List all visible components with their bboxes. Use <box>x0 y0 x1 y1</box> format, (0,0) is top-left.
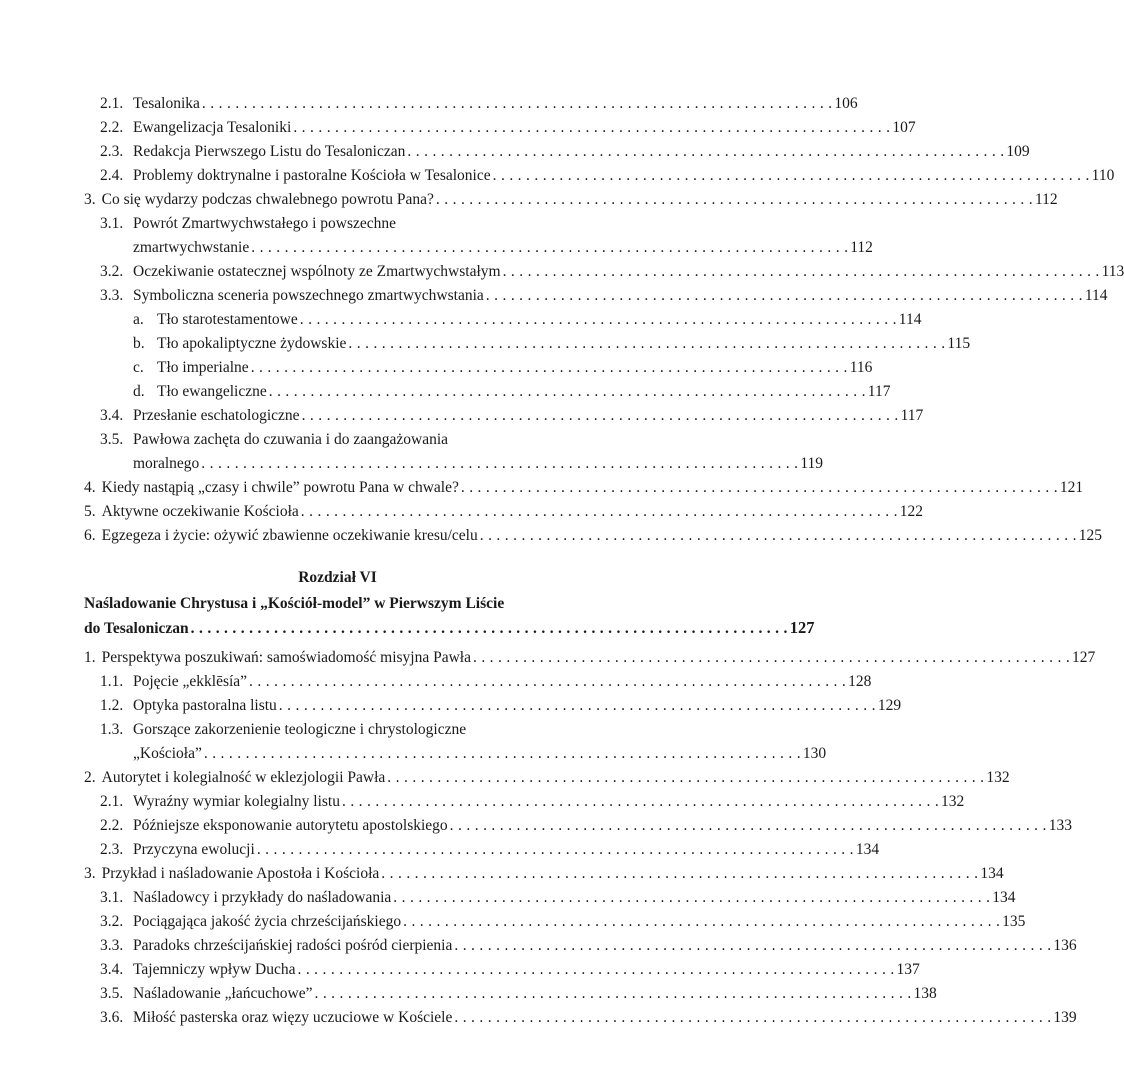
toc-entry-2-3 <box>84 140 1030 164</box>
entry-title-line1: Powrót Zmartwychwstałego i powszechne <box>133 215 397 232</box>
toc-entry-b-3-1 <box>84 886 1016 910</box>
entry-title: Problemy doktrynalne i pastoralne Kościoła w Tesalonice <box>133 167 491 184</box>
entry-page: 134 <box>992 889 1016 906</box>
entry-number: 2.1. <box>100 95 124 112</box>
entry-title: Naśladowanie „łańcuchowe” <box>133 985 313 1002</box>
entry-page: 107 <box>892 119 916 136</box>
entry-title-line2: moralnego <box>133 455 200 472</box>
entry-title: Ewangelizacja Tesaloniki <box>133 119 292 136</box>
entry-number: 3.6. <box>100 1009 124 1026</box>
entry-title: Aktywne oczekiwanie Kościoła <box>101 503 299 520</box>
chapter-title-line1: Naśladowanie Chrystusa i „Kościół-model” w Pierwszym Liście <box>84 595 505 612</box>
entry-number: 3.5. <box>100 985 124 1002</box>
leader-dots: . . . . . . . . . . . . . . . . . . . . . . . . . . . . . . . . . . . . . . . . . . . . . . . . . . . . . . . . . . . . . . . . . . . . . . . . <box>250 359 848 376</box>
entry-page: 122 <box>899 503 924 520</box>
entry-title: Optyka pastoralna listu <box>133 697 277 714</box>
entry-title: Tło apokaliptyczne żydowskie <box>157 335 347 352</box>
entry-page: 112 <box>850 239 873 256</box>
entry-page: 117 <box>867 383 891 400</box>
leader-dots: . . . . . . . . . . . . . . . . . . . . . . . . . . . . . . . . . . . . . . . . . . . . . . . . . . . . . . . . . . . . . . . . . . . . . . . . <box>278 697 876 714</box>
entry-title: Naśladowcy i przykłady do naśladowania <box>133 889 392 906</box>
entry-number: 3.5. <box>100 431 124 448</box>
entry-page: 136 <box>1053 937 1077 954</box>
leader-dots: . . . . . . . . . . . . . . . . . . . . . . . . . . . . . . . . . . . . . . . . . . . . . . . . . . . . . . . . . . . . . . . . . . . . . . . . <box>268 383 866 400</box>
entry-number: 3.2. <box>100 913 124 930</box>
leader-dots: . . . . . . . . . . . . . . . . . . . . . . . . . . . . . . . . . . . . . . . . . . . . . . . . . . . . . . . . . . . . . . . . . . . . . . . . <box>293 119 891 136</box>
table-of-contents <box>84 92 1124 1030</box>
leader-dots: . . . . . . . . . . . . . . . . . . . . . . . . . . . . . . . . . . . . . . . . . . . . . . . . . . . . . . . . . . . . . . . . . . . . . . . . <box>479 527 1077 544</box>
entry-title: Pociągająca jakość życia chrześcijańskiego <box>133 913 402 930</box>
entry-title: Tło ewangeliczne <box>157 383 267 400</box>
entry-title: Kiedy nastąpią „czasy i chwile” powrotu Pana w chwale? <box>101 479 459 496</box>
entry-title: Przesłanie eschatologiczne <box>133 407 300 424</box>
entry-number: 2.2. <box>100 119 124 136</box>
entry-title: Pojęcie „ekklēsía” <box>133 673 248 690</box>
entry-title: Tło imperialne <box>157 359 249 376</box>
leader-dots: . . . . . . . . . . . . . . . . . . . . . . . . . . . . . . . . . . . . . . . . . . . . . . . . . . . . . . . . . . . . . . . . . . . . . . . . <box>472 649 1071 666</box>
leader-dots: . . . . . . . . . . . . . . . . . . . . . . . . . . . . . . . . . . . . . . . . . . . . . . . . . . . . . . . . . . . . . . . . . . . . . . . . <box>492 167 1090 184</box>
toc-entry-2-1 <box>84 92 858 116</box>
entry-number: 3. <box>84 191 96 208</box>
section-gap <box>84 548 591 558</box>
entry-page: 127 <box>1072 649 1096 666</box>
toc-entry-b <box>84 332 971 356</box>
entry-title: Perspektywa poszukiwań: samoświadomość misyjna Pawła <box>101 649 471 666</box>
entry-number: 2.3. <box>100 841 124 858</box>
entry-number: 1.2. <box>100 697 124 714</box>
leader-dots: . . . . . . . . . . . . . . . . . . . . . . . . . . . . . . . . . . . . . . . . . . . . . . . . . . . . . . . . . . . . . . . . . . . . . . . . <box>297 961 895 978</box>
toc-entry-d <box>84 380 891 404</box>
entry-number: 3.4. <box>100 961 124 978</box>
toc-entry-b-3-4 <box>84 958 920 982</box>
entry-title: Symboliczna sceneria powszechnego zmartwychwstania <box>133 287 484 304</box>
entry-title: Miłość pasterska oraz więzy uczuciowe w Kościele <box>133 1009 453 1026</box>
toc-entry-b-1 <box>84 646 1096 670</box>
entry-number: 3.1. <box>100 889 124 906</box>
entry-page: 135 <box>1002 913 1026 930</box>
entry-number: d. <box>133 383 145 400</box>
toc-entry-c <box>84 356 873 380</box>
entry-number: 6. <box>84 527 96 544</box>
toc-entry-5 <box>84 500 924 524</box>
entry-number: 2.4. <box>100 167 124 184</box>
entry-title-line2: zmartwychwstanie <box>133 239 250 256</box>
entry-number: 3.3. <box>100 937 124 954</box>
entry-number: 1.1. <box>100 673 124 690</box>
leader-dots: . . . . . . . . . . . . . . . . . . . . . . . . . . . . . . . . . . . . . . . . . . . . . . . . . . . . . . . . . . . . . . . . . . . . . . . . <box>348 335 946 352</box>
toc-entry-3-2 <box>84 260 1124 284</box>
entry-page: 134 <box>855 841 880 858</box>
entry-number: 2.3. <box>100 143 124 160</box>
entry-page: 109 <box>1006 143 1030 160</box>
entry-title: Paradoks chrześcijańskiej radości pośród cierpienia <box>133 937 453 954</box>
entry-page: 132 <box>941 793 965 810</box>
entry-number: 2.2. <box>100 817 124 834</box>
entry-page: 116 <box>849 359 873 376</box>
leader-dots: . . . . . . . . . . . . . . . . . . . . . . . . . . . . . . . . . . . . . . . . . . . . . . . . . . . . . . . . . . . . . . . . . . . . . . . . <box>301 407 899 424</box>
toc-entry-b-1-1 <box>84 670 872 694</box>
entry-number: 2.1. <box>100 793 124 810</box>
toc-entry-3-4 <box>84 404 924 428</box>
entry-number: 3.4. <box>100 407 124 424</box>
leader-dots: . . . . . . . . . . . . . . . . . . . . . . . . . . . . . . . . . . . . . . . . . . . . . . . . . . . . . . . . . . . . . . . . . . . . . . . . <box>449 817 1047 834</box>
toc-entry-b-2-1 <box>84 790 965 814</box>
entry-number: 3.3. <box>100 287 124 304</box>
entry-number: b. <box>133 335 145 352</box>
entry-title: Oczekiwanie ostatecznej wspólnoty ze Zmartwychwstałym <box>133 263 501 280</box>
leader-dots: . . . . . . . . . . . . . . . . . . . . . . . . . . . . . . . . . . . . . . . . . . . . . . . . . . . . . . . . . . . . . . . . . . . . . . . . . . . . <box>201 95 833 112</box>
chapter-page: 127 <box>789 618 815 637</box>
toc-entry-3 <box>84 188 1058 212</box>
entry-number: a. <box>133 311 144 328</box>
entry-page: 114 <box>1084 287 1108 304</box>
leader-dots: . . . . . . . . . . . . . . . . . . . . . . . . . . . . . . . . . . . . . . . . . . . . . . . . . . . . . . . . . . . . . . . . . . . . . . . . <box>299 311 897 328</box>
leader-dots: . . . . . . . . . . . . . . . . . . . . . . . . . . . . . . . . . . . . . . . . . . . . . . . . . . . . . . . . . . . . . . . . . . . . . . . . <box>256 841 854 858</box>
entry-page: 113 <box>1101 263 1124 280</box>
chapter-label: Rozdział VI <box>298 569 377 586</box>
toc-entry-3-5 <box>84 428 824 476</box>
chapter-title <box>84 592 815 640</box>
leader-dots: . . . . . . . . . . . . . . . . . . . . . . . . . . . . . . . . . . . . . . . . . . . . . . . . . . . . . . . . . . . . . . . . . . . . . . . . <box>381 865 979 882</box>
entry-page: 112 <box>1034 191 1058 208</box>
entry-page: 125 <box>1078 527 1103 544</box>
toc-entry-b-3-3 <box>84 934 1077 958</box>
entry-title: Przykład i naśladowanie Apostoła i Kościoła <box>101 865 380 882</box>
leader-dots: . . . . . . . . . . . . . . . . . . . . . . . . . . . . . . . . . . . . . . . . . . . . . . . . . . . . . . . . . . . . . . . . . . . . . . . . <box>403 913 1001 930</box>
entry-page: 117 <box>900 407 924 424</box>
entry-title: Wyraźny wymiar kolegialny listu <box>133 793 340 810</box>
toc-entry-2-4 <box>84 164 1115 188</box>
leader-dots: . . . . . . . . . . . . . . . . . . . . . . . . . . . . . . . . . . . . . . . . . . . . . . . . . . . . . . . . . . . . . . . . . . . . . . . . <box>314 985 912 1002</box>
leader-dots: . . . . . . . . . . . . . . . . . . . . . . . . . . . . . . . . . . . . . . . . . . . . . . . . . . . . . . . . . . . . . . . . . . . . . . . . <box>190 620 788 637</box>
entry-title: Autorytet i kolegialność w eklezjologii Pawła <box>101 769 386 786</box>
entry-number: 3.2. <box>100 263 124 280</box>
entry-page: 119 <box>800 455 824 472</box>
toc-entry-b-3-6 <box>84 1006 1077 1030</box>
leader-dots: . . . . . . . . . . . . . . . . . . . . . . . . . . . . . . . . . . . . . . . . . . . . . . . . . . . . . . . . . . . . . . . . . . . . . . . . <box>435 191 1033 208</box>
toc-entry-b-1-3 <box>84 718 827 766</box>
leader-dots: . . . . . . . . . . . . . . . . . . . . . . . . . . . . . . . . . . . . . . . . . . . . . . . . . . . . . . . . . . . . . . . . . . . . . . . . <box>454 937 1052 954</box>
leader-dots: . . . . . . . . . . . . . . . . . . . . . . . . . . . . . . . . . . . . . . . . . . . . . . . . . . . . . . . . . . . . . . . . . . . . . . . . <box>387 769 985 786</box>
toc-entry-b-2 <box>84 766 1010 790</box>
entry-page: 130 <box>802 745 827 762</box>
leader-dots: . . . . . . . . . . . . . . . . . . . . . . . . . . . . . . . . . . . . . . . . . . . . . . . . . . . . . . . . . . . . . . . . . . . . . . . . <box>407 143 1005 160</box>
leader-dots: . . . . . . . . . . . . . . . . . . . . . . . . . . . . . . . . . . . . . . . . . . . . . . . . . . . . . . . . . . . . . . . . . . . . . . . . <box>454 1009 1052 1026</box>
toc-entry-b-2-3 <box>84 838 880 862</box>
toc-entry-b-3-5 <box>84 982 937 1006</box>
entry-page: 114 <box>898 311 922 328</box>
leader-dots: . . . . . . . . . . . . . . . . . . . . . . . . . . . . . . . . . . . . . . . . . . . . . . . . . . . . . . . . . . . . . . . . . . . . . . . . <box>341 793 940 810</box>
entry-page: 106 <box>834 95 858 112</box>
entry-page: 110 <box>1091 167 1115 184</box>
entry-number: 3. <box>84 865 96 882</box>
leader-dots: . . . . . . . . . . . . . . . . . . . . . . . . . . . . . . . . . . . . . . . . . . . . . . . . . . . . . . . . . . . . . . . . . . . . . . . . <box>203 745 801 762</box>
entry-number: 2. <box>84 769 96 786</box>
leader-dots: . . . . . . . . . . . . . . . . . . . . . . . . . . . . . . . . . . . . . . . . . . . . . . . . . . . . . . . . . . . . . . . . . . . . . . . . <box>393 889 991 906</box>
leader-dots: . . . . . . . . . . . . . . . . . . . . . . . . . . . . . . . . . . . . . . . . . . . . . . . . . . . . . . . . . . . . . . . . . . . . . . . . <box>485 287 1083 304</box>
entry-page: 128 <box>848 673 872 690</box>
toc-entry-b-2-2 <box>84 814 1072 838</box>
toc-entry-b-3 <box>84 862 1004 886</box>
toc-entry-6 <box>84 524 1103 548</box>
leader-dots: . . . . . . . . . . . . . . . . . . . . . . . . . . . . . . . . . . . . . . . . . . . . . . . . . . . . . . . . . . . . . . . . . . . . . . . . <box>201 455 799 472</box>
toc-entry-b-1-2 <box>84 694 902 718</box>
toc-entry-3-1 <box>84 212 873 260</box>
entry-number: 4. <box>84 479 96 496</box>
entry-page: 115 <box>947 335 971 352</box>
leader-dots: . . . . . . . . . . . . . . . . . . . . . . . . . . . . . . . . . . . . . . . . . . . . . . . . . . . . . . . . . . . . . . . . . . . . . . . . <box>300 503 898 520</box>
toc-entry-4 <box>84 476 1084 500</box>
entry-page: 139 <box>1053 1009 1077 1026</box>
toc-entry-b-3-2 <box>84 910 1026 934</box>
leader-dots: . . . . . . . . . . . . . . . . . . . . . . . . . . . . . . . . . . . . . . . . . . . . . . . . . . . . . . . . . . . . . . . . . . . . . . . . <box>249 673 847 690</box>
entry-title-line2: „Kościoła” <box>133 745 202 762</box>
entry-title: Późniejsze eksponowanie autorytetu apostolskiego <box>133 817 448 834</box>
toc-entry-2-2 <box>84 116 916 140</box>
entry-page: 132 <box>986 769 1010 786</box>
entry-page: 137 <box>896 961 920 978</box>
entry-number: 3.1. <box>100 215 124 232</box>
chapter-title-line2: do Tesaloniczan <box>84 620 189 637</box>
entry-title: Przyczyna ewolucji <box>133 841 255 858</box>
entry-page: 134 <box>980 865 1004 882</box>
entry-page: 138 <box>913 985 937 1002</box>
entry-number: 5. <box>84 503 96 520</box>
toc-entry-3-3 <box>84 284 1108 308</box>
entry-number: 1. <box>84 649 96 666</box>
entry-title: Egzegeza i życie: ożywić zbawienne oczekiwanie kresu/celu <box>101 527 478 544</box>
entry-title: Tajemniczy wpływ Ducha <box>133 961 296 978</box>
entry-title-line1: Gorszące zakorzenienie teologiczne i chrystologiczne <box>133 721 467 738</box>
leader-dots: . . . . . . . . . . . . . . . . . . . . . . . . . . . . . . . . . . . . . . . . . . . . . . . . . . . . . . . . . . . . . . . . . . . . . . . . <box>251 239 849 256</box>
toc-entry-a <box>84 308 922 332</box>
leader-dots: . . . . . . . . . . . . . . . . . . . . . . . . . . . . . . . . . . . . . . . . . . . . . . . . . . . . . . . . . . . . . . . . . . . . . . . . <box>502 263 1100 280</box>
entry-title: Tesalonika <box>133 95 200 112</box>
entry-number: 1.3. <box>100 721 124 738</box>
entry-title: Redakcja Pierwszego Listu do Tesaloniczan <box>133 143 406 160</box>
entry-number: c. <box>133 359 144 376</box>
entry-title-line1: Pawłowa zachęta do czuwania i do zaangażowania <box>133 431 449 448</box>
entry-title: Co się wydarzy podczas chwalebnego powrotu Pana? <box>101 191 434 208</box>
entry-page: 129 <box>877 697 902 714</box>
entry-page: 121 <box>1059 479 1084 496</box>
leader-dots: . . . . . . . . . . . . . . . . . . . . . . . . . . . . . . . . . . . . . . . . . . . . . . . . . . . . . . . . . . . . . . . . . . . . . . . . <box>460 479 1058 496</box>
entry-title: Tło starotestamentowe <box>157 311 298 328</box>
entry-page: 133 <box>1048 817 1072 834</box>
